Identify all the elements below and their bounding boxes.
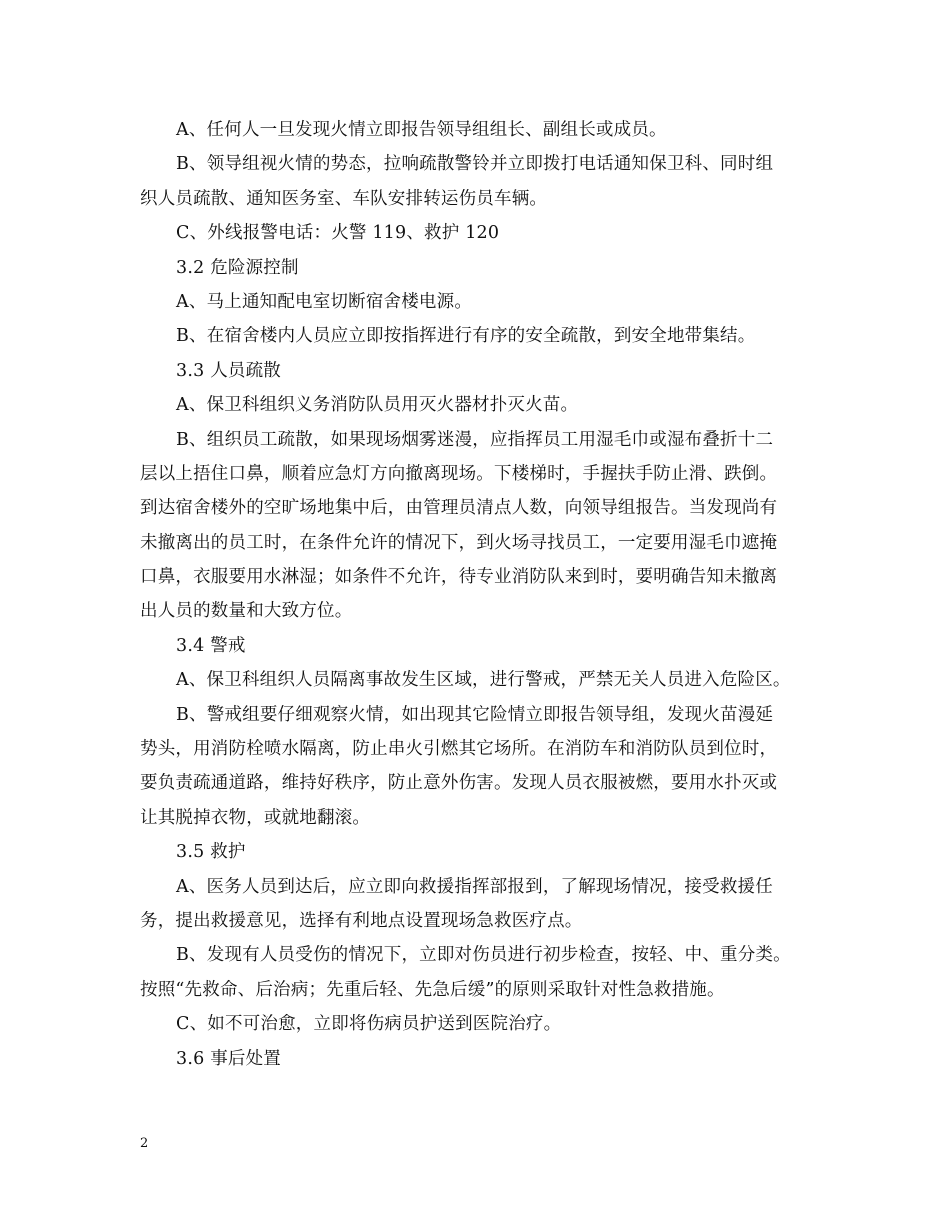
text-line: C、如不可治愈，立即将伤病员护送到医院治疗。	[176, 1014, 562, 1035]
text-line: B、警戒组要仔细观察火情，如出现其它险情立即报告领导组，发现火苗漫延	[176, 704, 774, 725]
text-line: C、外线报警电话：火警 119、救护 120	[176, 223, 500, 244]
text-line: 3.4 警戒	[176, 635, 246, 656]
text-line: 3.3 人员疏散	[176, 360, 281, 381]
text-line: 织人员疏散、通知医务室、车队安排转运伤员车辆。	[140, 188, 548, 209]
text-line: 按照“先救命、后治病；先重后轻、先急后缓”的原则采取针对性急救措施。	[140, 979, 725, 1000]
text-line: 层以上捂住口鼻，顺着应急灯方向撤离现场。下楼梯时，手握扶手防止滑、跌倒。	[140, 463, 778, 484]
text-line: B、在宿舍楼内人员应立即按指挥进行有序的安全疏散，到安全地带集结。	[176, 326, 756, 347]
text-line: 势头，用消防栓喷水隔离，防止串火引燃其它场所。在消防车和消防队员到位时，	[140, 739, 778, 760]
text-line: 3.2 危险源控制	[176, 257, 299, 278]
text-line: 未撤离出的员工时，在条件允许的情况下，到火场寻找员工，一定要用湿毛巾遮掩	[140, 532, 778, 553]
text-line: A、保卫科组织义务消防队员用灭火器材扑灭火苗。	[176, 395, 579, 416]
text-line: 到达宿舍楼外的空旷场地集中后，由管理员清点人数，向领导组报告。当发现尚有	[140, 498, 778, 519]
text-line: A、马上通知配电室切断宿舍楼电源。	[176, 291, 473, 312]
text-line: 让其脱掉衣物，或就地翻滚。	[140, 807, 371, 828]
text-line: A、任何人一旦发现火情立即报告领导组组长、副组长或成员。	[176, 120, 667, 140]
page-number: 2	[140, 1136, 149, 1151]
text-line: 3.6 事后处置	[176, 1048, 281, 1069]
text-line: 口鼻，衣服要用水淋湿；如条件不允许，待专业消防队来到时，要明确告知未撤离	[140, 567, 778, 588]
text-line: 务，提出救援意见，选择有利地点设置现场急救医疗点。	[140, 910, 583, 931]
text-line: 要负责疏通道路，维持好秩序，防止意外伤害。发现人员衣服被燃，要用水扑灭或	[140, 773, 778, 794]
document-body	[140, 113, 830, 1076]
text-line: 3.5 救护	[176, 842, 246, 863]
text-line: B、组织员工疏散，如果现场烟雾迷漫，应指挥员工用湿毛巾或湿布叠折十二	[176, 429, 774, 450]
text-line: A、医务人员到达后，应立即向救援指挥部报到，了解现场情况，接受救援任	[176, 876, 773, 897]
text-line: B、领导组视火情的势态，拉响疏散警铃并立即拨打电话通知保卫科、同时组	[176, 154, 774, 175]
text-line: 出人员的数量和大致方位。	[140, 601, 353, 622]
text-line: B、发现有人员受伤的情况下，立即对伤员进行初步检查，按轻、中、重分类。	[176, 945, 791, 966]
text-line: A、保卫科组织人员隔离事故发生区域，进行警戒，严禁无关人员进入危险区。	[176, 670, 791, 691]
